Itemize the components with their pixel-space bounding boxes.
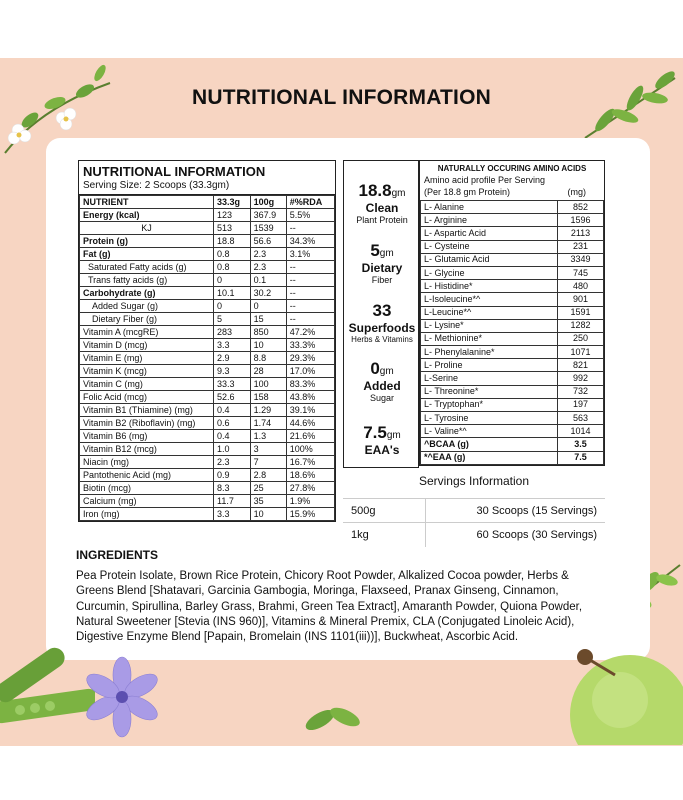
- highlight-sub: Herbs & Vitamins: [351, 335, 413, 344]
- highlight-label: Added: [363, 379, 401, 393]
- servings-title: Servings Information: [418, 474, 530, 488]
- amino-acid-table: [419, 160, 605, 466]
- table-row: [80, 456, 335, 469]
- nutrient-value: 52.6: [214, 391, 251, 404]
- highlight-label: Clean: [365, 201, 399, 215]
- nutrient-name: Calcium (mg): [80, 495, 214, 508]
- highlight-unit: gm: [379, 366, 394, 377]
- leaf-sprig-icon: [300, 695, 370, 740]
- amino-name: L- Lysine*: [421, 319, 558, 332]
- nutrient-value: 1.9%: [286, 495, 334, 508]
- nutrient-name: Protein (g): [80, 235, 214, 248]
- amino-name: L- Glycine: [421, 266, 558, 279]
- amino-value: 231: [558, 240, 604, 253]
- amino-name: L- Phenylalanine*: [421, 346, 558, 359]
- nutrient-value: 1.0: [214, 443, 251, 456]
- table-row: [80, 508, 335, 521]
- table-row: [421, 319, 604, 332]
- table-row: [421, 293, 604, 306]
- nutrient-name: Vitamin E (mg): [80, 352, 214, 365]
- servings-table: [343, 498, 605, 547]
- amino-value: 992: [558, 372, 604, 385]
- highlight-unit: gm: [391, 188, 406, 199]
- nutrient-value: 28: [250, 365, 286, 378]
- table-row: [421, 214, 604, 227]
- nutrient-value: 3.3: [214, 508, 251, 521]
- nutrient-value: 47.2%: [286, 326, 334, 339]
- highlight-label: Superfoods: [348, 321, 416, 335]
- nutrient-value: 367.9: [250, 209, 286, 222]
- amino-value: 2113: [558, 227, 604, 240]
- nutrient-name: Folic Acid (mcg): [80, 391, 214, 404]
- highlight-fiber: [344, 241, 420, 285]
- table-row: [80, 209, 335, 222]
- nutrient-name: Pantothenic Acid (mg): [80, 469, 214, 482]
- nutrient-value: 2.3: [214, 456, 251, 469]
- nutrient-value: 29.3%: [286, 352, 334, 365]
- nutrient-value: 10: [250, 339, 286, 352]
- highlight-value: 7.5: [363, 423, 387, 442]
- nutrient-name: Added Sugar (g): [80, 300, 214, 313]
- amino-name: L- Glutamic Acid: [421, 253, 558, 266]
- amino-value: 852: [558, 201, 604, 214]
- amino-name: L-Serine: [421, 372, 558, 385]
- nutrient-value: 39.1%: [286, 404, 334, 417]
- amino-value: 250: [558, 332, 604, 345]
- nutrient-value: 1.74: [250, 417, 286, 430]
- nutrient-value: --: [286, 287, 334, 300]
- nutrient-name: Vitamin A (mcgRE): [80, 326, 214, 339]
- nutrient-value: 0.4: [214, 404, 251, 417]
- nutrient-name: Vitamin D (mcg): [80, 339, 214, 352]
- highlights-panel: [343, 160, 419, 468]
- highlight-sub: Fiber: [371, 275, 393, 285]
- nutrient-value: 3.3: [214, 339, 251, 352]
- nutrient-value: 283: [214, 326, 251, 339]
- highlight-value: 5: [370, 241, 380, 260]
- amino-profile-line2: (Per 18.8 gm Protein): [424, 187, 511, 197]
- nutrient-value: 11.7: [214, 495, 251, 508]
- nutrient-value: 15: [250, 313, 286, 326]
- highlight-superfoods: [344, 301, 420, 344]
- nutrient-value: 21.6%: [286, 430, 334, 443]
- amino-name: L- Tyrosine: [421, 412, 558, 425]
- amino-name: ^BCAA (g): [421, 438, 558, 451]
- nutrient-value: 15.9%: [286, 508, 334, 521]
- nutrient-name: Vitamin B1 (Thiamine) (mg): [80, 404, 214, 417]
- amino-name: L-Isoleucine*^: [421, 293, 558, 306]
- table-row: [80, 443, 335, 456]
- table-row: [421, 306, 604, 319]
- nutrient-value: 25: [250, 482, 286, 495]
- nutrient-value: 100: [250, 378, 286, 391]
- servings-size: 1kg: [343, 523, 425, 547]
- table-row: [421, 266, 604, 279]
- nutrient-value: 33.3: [214, 378, 251, 391]
- table-row: [80, 313, 335, 326]
- nutrient-value: 7: [250, 456, 286, 469]
- nutrient-value: 8.8: [250, 352, 286, 365]
- nutrient-name: Niacin (mg): [80, 456, 214, 469]
- table-row: [80, 482, 335, 495]
- nutrient-name: Vitamin B6 (mg): [80, 430, 214, 443]
- amino-value: 732: [558, 385, 604, 398]
- highlight-eaa: [344, 423, 420, 457]
- amino-name: L- Alanine: [421, 201, 558, 214]
- nutrient-value: 0.4: [214, 430, 251, 443]
- highlight-value: 0: [370, 359, 380, 378]
- nutrient-name: KJ: [80, 222, 214, 235]
- servings-size: 500g: [343, 499, 425, 523]
- nutrient-value: 158: [250, 391, 286, 404]
- nutrient-value: 34.3%: [286, 235, 334, 248]
- table-row: [421, 332, 604, 345]
- amino-value: 745: [558, 266, 604, 279]
- highlight-unit: gm: [379, 248, 394, 259]
- nutrient-value: 10: [250, 508, 286, 521]
- amino-heading: NATURALLY OCCURING AMINO ACIDS: [437, 164, 587, 173]
- servings-amount: 30 Scoops (15 Servings): [425, 499, 605, 523]
- table-row: [421, 385, 604, 398]
- table-row: [343, 523, 605, 547]
- amino-name: L- Methionine*: [421, 332, 558, 345]
- table-row: [421, 201, 604, 214]
- amino-value: 1014: [558, 425, 604, 438]
- nutrient-value: 0: [250, 300, 286, 313]
- highlight-value: 33: [372, 301, 392, 320]
- nutrient-value: 17.0%: [286, 365, 334, 378]
- nutrient-value: 0: [214, 274, 251, 287]
- table-row: [421, 398, 604, 411]
- table-row: [80, 300, 335, 313]
- table-row: [421, 227, 604, 240]
- nutrient-value: 2.9: [214, 352, 251, 365]
- highlight-unit: gm: [386, 430, 401, 441]
- table-row: [421, 253, 604, 266]
- highlight-sugar: [344, 359, 420, 403]
- table-row: [80, 404, 335, 417]
- column-header: NUTRIENT: [80, 196, 214, 209]
- nutrient-name: Vitamin B2 (Riboflavin) (mg): [80, 417, 214, 430]
- nutrient-value: 9.3: [214, 365, 251, 378]
- nutrient-value: 123: [214, 209, 251, 222]
- table-row: [80, 417, 335, 430]
- table-row: [421, 438, 604, 451]
- amino-value: 480: [558, 280, 604, 293]
- table-row: [421, 359, 604, 372]
- nutrient-name: Carbohydrate (g): [80, 287, 214, 300]
- amino-name: *^EAA (g): [421, 451, 558, 464]
- nutrient-value: 44.6%: [286, 417, 334, 430]
- table-row: [80, 378, 335, 391]
- table-row: [80, 391, 335, 404]
- column-header: 33.3g: [214, 196, 251, 209]
- nutrient-name: Iron (mg): [80, 508, 214, 521]
- highlight-sub: Plant Protein: [356, 215, 408, 225]
- nutrient-value: --: [286, 261, 334, 274]
- nutrient-value: 16.7%: [286, 456, 334, 469]
- highlight-value: 18.8: [358, 181, 392, 200]
- page-title: NUTRITIONAL INFORMATION: [192, 86, 491, 109]
- nutrient-value: 18.6%: [286, 469, 334, 482]
- nutrient-name: Trans fatty acids (g): [80, 274, 214, 287]
- nutrient-value: 0.9: [214, 469, 251, 482]
- nutrient-value: 33.3%: [286, 339, 334, 352]
- nutrient-value: 1.29: [250, 404, 286, 417]
- chicory-flower-icon: [80, 655, 165, 740]
- nutrient-value: 56.6: [250, 235, 286, 248]
- nutrition-heading: NUTRITIONAL INFORMATION: [83, 164, 266, 179]
- amino-value: 3.5: [558, 438, 604, 451]
- nutrient-value: 1539: [250, 222, 286, 235]
- amino-name: L- Proline: [421, 359, 558, 372]
- amino-name: L- Cysteine: [421, 240, 558, 253]
- nutrition-table: [78, 160, 336, 522]
- table-row: [80, 469, 335, 482]
- amino-value: 821: [558, 359, 604, 372]
- highlight-sub: Sugar: [369, 393, 395, 403]
- nutrient-value: 10.1: [214, 287, 251, 300]
- table-row: [421, 346, 604, 359]
- nutrient-value: 5.5%: [286, 209, 334, 222]
- table-row: [80, 430, 335, 443]
- ingredients-text: Pea Protein Isolate, Brown Rice Protein, Chicory Root Powder, Alkalized Cocoa powder, Herbs & Greens Blend [Shatavari, Garcinia Gambogia, Moringa, Flaxseed, Pranax Ginseng, Cinnamon, Curcumin, Spirullina, Barley Grass, Brahmi, Green Tea Extract], Amaranth Powder, Quiona Powder, Natural Sweetener [Stevia (INS 960)], Vitamins & Mineral Premix, CLA (Conjugated Linoleic Acid), Digestive Enzyme Blend [Papain, Bromelain (INS 1101(iii))], Buckwheat, Ascorbic Acid.: [76, 570, 583, 644]
- amino-profile-line1: Amino acid profile Per Serving: [424, 175, 546, 185]
- amino-value: 1596: [558, 214, 604, 227]
- nutrient-value: --: [286, 222, 334, 235]
- column-header: 100g: [250, 196, 286, 209]
- nutrient-name: Vitamin C (mg): [80, 378, 214, 391]
- amino-name: L- Tryptophan*: [421, 398, 558, 411]
- nutrient-name: Dietary Fiber (g): [80, 313, 214, 326]
- table-row: [421, 280, 604, 293]
- nutrient-value: 2.3: [250, 248, 286, 261]
- table-row: [343, 499, 605, 523]
- nutrient-value: 0.8: [214, 248, 251, 261]
- nutrient-value: 8.3: [214, 482, 251, 495]
- amino-value: 901: [558, 293, 604, 306]
- nutrient-value: 5: [214, 313, 251, 326]
- nutrient-name: Vitamin K (mcg): [80, 365, 214, 378]
- amino-name: L- Valine*^: [421, 425, 558, 438]
- nutrient-value: 0.1: [250, 274, 286, 287]
- nutrient-value: 1.3: [250, 430, 286, 443]
- table-row: [80, 352, 335, 365]
- highlight-label: EAA's: [364, 443, 400, 457]
- servings-amount: 60 Scoops (30 Servings): [476, 528, 597, 541]
- amino-value: 197: [558, 398, 604, 411]
- nutrient-value: 850: [250, 326, 286, 339]
- amino-value: 563: [558, 412, 604, 425]
- highlight-protein: [344, 181, 420, 225]
- nutrient-value: 3: [250, 443, 286, 456]
- nutrient-value: 83.3%: [286, 378, 334, 391]
- nutrient-value: 18.8: [214, 235, 251, 248]
- nutrient-value: --: [286, 274, 334, 287]
- nutrient-value: 43.8%: [286, 391, 334, 404]
- nutrient-value: 513: [214, 222, 251, 235]
- amino-name: L- Arginine: [421, 214, 558, 227]
- nutrient-value: 27.8%: [286, 482, 334, 495]
- nutrient-value: --: [286, 300, 334, 313]
- table-row: [80, 287, 335, 300]
- nutrient-value: 30.2: [250, 287, 286, 300]
- table-row: [421, 412, 604, 425]
- nutrient-value: 3.1%: [286, 248, 334, 261]
- amla-fruit-icon: [555, 645, 683, 745]
- table-row: [80, 339, 335, 352]
- amino-profile-row: [420, 186, 604, 200]
- table-row: [80, 326, 335, 339]
- amino-unit: (mg): [567, 187, 586, 197]
- nutrient-value: 0: [214, 300, 251, 313]
- amino-grid: [420, 200, 604, 465]
- table-row: [421, 240, 604, 253]
- table-row: [80, 365, 335, 378]
- nutrient-value: 100%: [286, 443, 334, 456]
- nutrient-name: Energy (kcal): [80, 209, 214, 222]
- nutrition-grid: [79, 195, 335, 521]
- amino-value: 1282: [558, 319, 604, 332]
- nutrient-name: Biotin (mcg): [80, 482, 214, 495]
- nutrient-name: Saturated Fatty acids (g): [80, 261, 214, 274]
- table-row: [80, 495, 335, 508]
- nutrient-value: 35: [250, 495, 286, 508]
- table-row: [80, 235, 335, 248]
- nutrient-value: 0.8: [214, 261, 251, 274]
- table-row: [80, 248, 335, 261]
- amino-value: 3349: [558, 253, 604, 266]
- amino-value: 1071: [558, 346, 604, 359]
- table-row: [80, 274, 335, 287]
- amino-name: L-Leucine*^: [421, 306, 558, 319]
- table-row: [421, 372, 604, 385]
- nutrient-value: 2.3: [250, 261, 286, 274]
- amino-name: L- Threonine*: [421, 385, 558, 398]
- nutrient-name: Vitamin B12 (mcg): [80, 443, 214, 456]
- nutrient-name: Fat (g): [80, 248, 214, 261]
- nutrient-value: 0.6: [214, 417, 251, 430]
- amino-name: L- Aspartic Acid: [421, 227, 558, 240]
- table-row: [80, 261, 335, 274]
- highlight-label: Dietary: [361, 261, 403, 275]
- amino-value: 7.5: [558, 451, 604, 464]
- amino-value: 1591: [558, 306, 604, 319]
- table-row: [421, 451, 604, 464]
- nutrient-value: --: [286, 313, 334, 326]
- ingredients-heading: INGREDIENTS: [76, 548, 159, 562]
- table-row: [80, 222, 335, 235]
- amino-name: L- Histidine*: [421, 280, 558, 293]
- column-header: #%RDA: [286, 196, 334, 209]
- serving-size: Serving Size: 2 Scoops (33.3gm): [79, 179, 335, 195]
- table-row: [421, 425, 604, 438]
- nutrient-value: 2.8: [250, 469, 286, 482]
